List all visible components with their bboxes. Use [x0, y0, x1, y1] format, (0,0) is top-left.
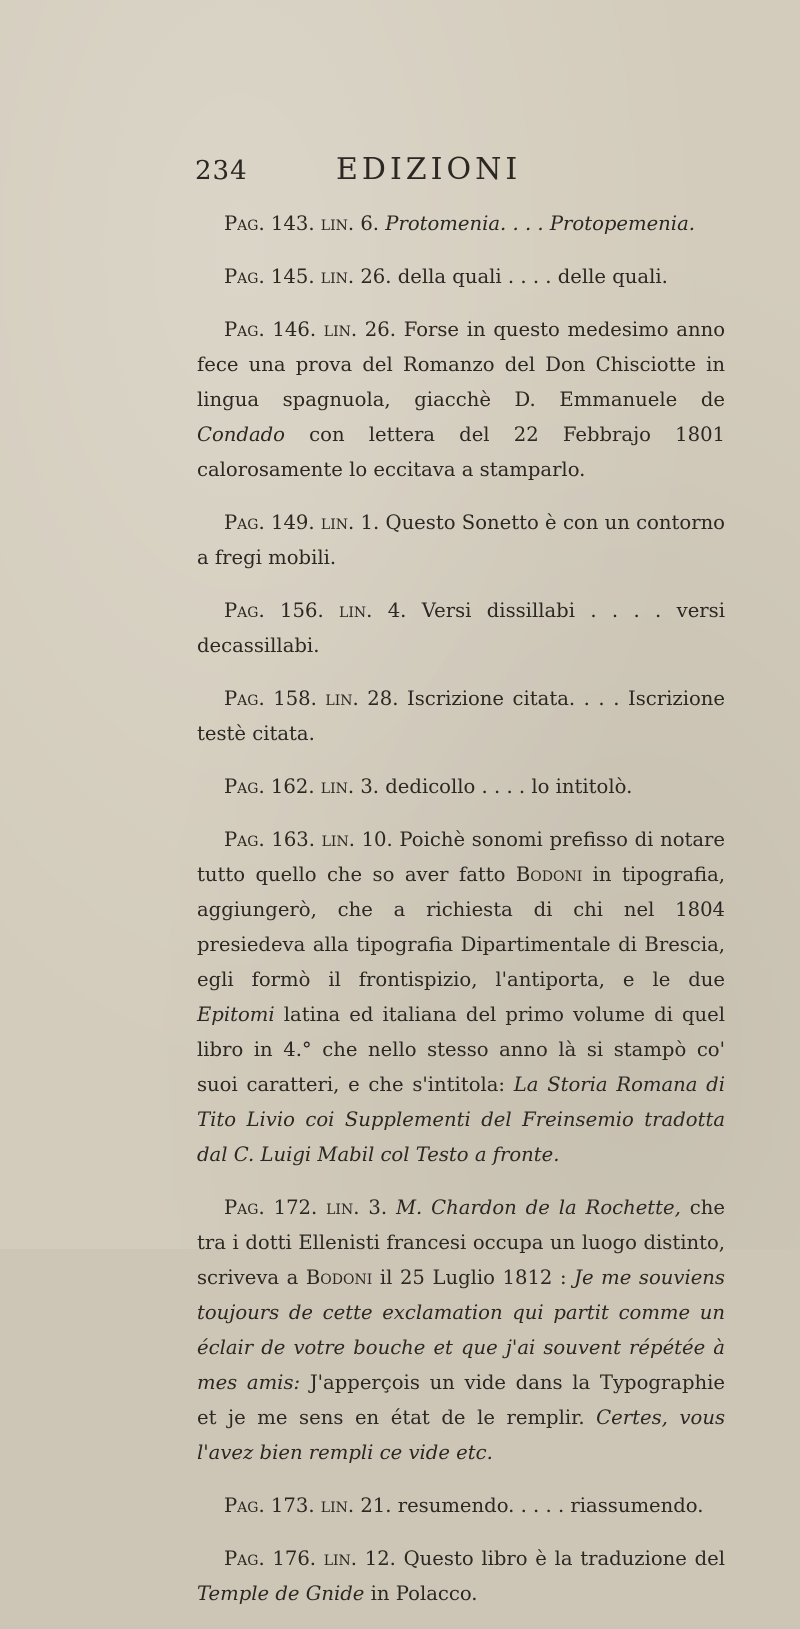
errata-entry: [197, 312, 725, 487]
errata-entry: [197, 681, 725, 751]
page-line-reference: Pag. 145. lin. 26.: [224, 265, 392, 288]
page-line-reference: Pag. 146. lin. 26.: [224, 318, 396, 341]
page-line-reference: Pag. 143. lin. 6.: [224, 212, 380, 235]
page-header: [0, 152, 800, 196]
correction-text: dedicollo . . . . lo intitolò.: [385, 775, 633, 798]
note-italic: Epitomi: [197, 1003, 275, 1026]
page-line-reference: Pag. 176. lin. 12.: [224, 1547, 396, 1570]
correction-text: Iscrizione citata. . . . Iscrizione testè citata.: [197, 687, 725, 745]
page-line-reference: Pag. 173. lin. 21.: [224, 1494, 392, 1517]
note-text: Questo libro è la traduzione del: [403, 1547, 725, 1570]
errata-list: [197, 206, 725, 1629]
page-line-reference: Pag. 149. lin. 1.: [224, 511, 380, 534]
note-italic-quote: Certes, vous l'avez bien rempli ce vide etc.: [197, 1406, 725, 1464]
page-line-reference: Pag. 163. lin. 10.: [224, 828, 393, 851]
errata-entry: [197, 1488, 725, 1523]
correction-text: Versi dissillabi . . . . versi decassillabi.: [197, 599, 725, 657]
running-title: EDIZIONI: [336, 152, 522, 187]
errata-entry: [197, 822, 725, 1172]
errata-entry: [197, 769, 725, 804]
note-italic-title: La Storia Romana di Tito Livio coi Supplementi del Freinsemio tradotta dal C. Luigi Mabil col Testo a fronte.: [197, 1073, 725, 1166]
correction-text: Protomenia. . . . Protopemenia.: [385, 212, 695, 235]
errata-entry: [197, 593, 725, 663]
note-italic-name: M. Chardon de la Rochette,: [395, 1196, 681, 1219]
note-smallcaps-name: Bodoni: [305, 1266, 373, 1289]
page-number: 234: [195, 156, 248, 186]
page-line-reference: Pag. 172. lin. 3.: [224, 1196, 388, 1219]
errata-entry: [197, 259, 725, 294]
note-text: il 25 Luglio 1812 :: [379, 1266, 567, 1289]
note-italic-quote: Je me souviens toujours de cette exclamation qui partit comme un éclair de votre bouche et que j'ai souvent répétée à mes amis:: [197, 1266, 725, 1394]
page-line-reference: Pag. 158. lin. 28.: [224, 687, 399, 710]
errata-entry: [197, 206, 725, 241]
note-text: Questo Sonetto è con un contorno a fregi mobili.: [197, 511, 725, 569]
page-line-reference: Pag. 162. lin. 3.: [224, 775, 380, 798]
note-text: con lettera del 22 Febbrajo 1801 calorosamente lo eccitava a stamparlo.: [197, 423, 726, 481]
note-text: che tra i dotti Ellenisti francesi occupa un luogo distinto, scriveva a: [197, 1196, 725, 1289]
correction-text: resumendo. . . . . riassumendo.: [397, 1494, 704, 1517]
note-italic-title: Temple de Gnide: [197, 1582, 365, 1605]
errata-entry: [197, 505, 725, 575]
note-text: in tipografia, aggiungerò, che a richiesta di chi nel 1804 presiedeva alla tipografia Dipartimentale di Brescia, egli formò il frontispizio, l'antiporta, e le due: [197, 863, 725, 991]
note-text: Poichè sonomi prefisso di notare tutto quello che so aver fatto: [197, 828, 726, 886]
note-text: in Polacco.: [370, 1582, 478, 1605]
note-quote: J'apperçois un vide dans la Typographie et je me sens en état de le remplir.: [197, 1371, 725, 1429]
note-text: Forse in questo medesimo anno fece una prova del Romanzo del Don Chisciotte in lingua spagnuola, giacchè D. Emmanuele de: [197, 318, 725, 411]
note-smallcaps-name: Bodoni: [515, 863, 583, 886]
errata-entry: [197, 1190, 725, 1470]
errata-entry: [197, 1541, 725, 1611]
page-line-reference: Pag. 156. lin. 4.: [224, 599, 407, 622]
note-text: latina ed italiana del primo volume di quel libro in 4.° che nello stesso anno là si stampò co' suoi caratteri, e che s'intitola:: [197, 1003, 725, 1096]
correction-text: della quali . . . . delle quali.: [397, 265, 668, 288]
note-italic: Condado: [197, 423, 285, 446]
